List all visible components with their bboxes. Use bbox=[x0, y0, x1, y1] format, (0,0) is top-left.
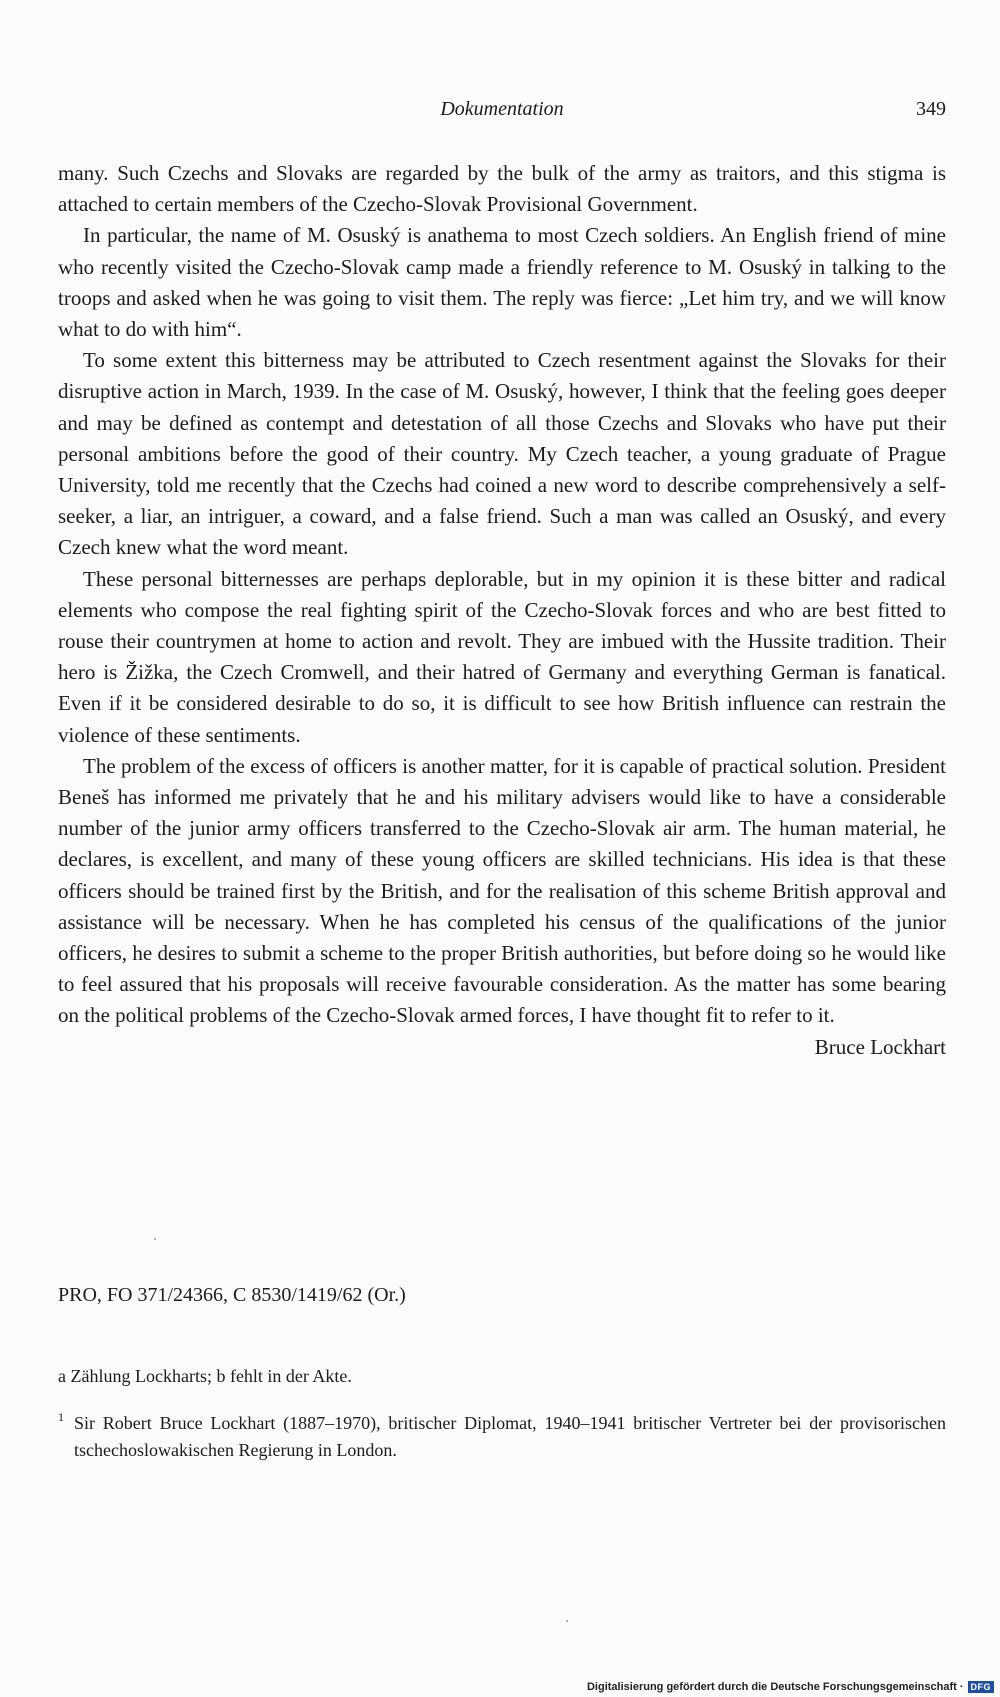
digitization-credit bbox=[587, 1681, 994, 1693]
footnote-text: Sir Robert Bruce Lockhart (1887–1970), britischer Diplomat, 1940–1941 britischer Vertreter bei der provisorischen tschechoslowakischen Regierung in London. bbox=[74, 1413, 946, 1460]
textual-notes: a Zählung Lockharts; b fehlt in der Akte. bbox=[58, 1366, 352, 1386]
paragraph-1: many. Such Czechs and Slovaks are regarded by the bulk of the army as traitors, and this stigma is attached to certain members of the Czecho-Slovak Provisional Government. bbox=[58, 161, 946, 217]
scan-speck bbox=[566, 1620, 568, 1622]
paragraph-3: To some extent this bitterness may be attributed to Czech resentment against the Slovaks for their disruptive action in March, 1939. In the case of M. Osuský, however, I think that the feeling goes deeper and may be defined as contempt and detestation of all those Czechs and Slovaks who have put their personal ambitions before the good of their country. My Czech teacher, a young graduate of Prague University, told me recently that the Czechs had coined a new word to describe comprehensively a self-seeker, a liar, an intriguer, a coward, and a false friend. Such a man was called an Osuský, and every Czech knew what the word meant. bbox=[58, 348, 946, 560]
footnote bbox=[58, 1410, 946, 1464]
dfg-logo: DFG bbox=[968, 1681, 995, 1693]
letter-body bbox=[58, 158, 946, 1063]
scan-speck bbox=[154, 1238, 156, 1240]
digitization-credit-text: Digitalisierung gefördert durch die Deutsche Forschungsgemeinschaft · bbox=[586, 1681, 964, 1693]
source-reference: PRO, FO 371/24366, C 8530/1419/62 (Or.) bbox=[58, 1284, 406, 1306]
running-title: Dokumentation bbox=[440, 98, 564, 120]
page-number: 349 bbox=[916, 98, 946, 120]
paragraph-5: The problem of the excess of officers is another matter, for it is capable of practical solution. President Beneš has informed me privately that he and his military advisers would like to have a considerable number of the junior army officers transferred to the Czecho-Slovak air arm. The human material, he declares, is excellent, and many of these young officers are skilled technicians. His idea is that these officers should be trained first by the British, and for the realisation of this scheme British approval and assistance will be necessary. When he has completed his census of the qualifications of the junior officers, he desires to submit a scheme to the proper British authorities, but before doing so he would like to feel assured that his proposals will receive favourable consideration. As the matter has some bearing on the political problems of the Czecho-Slovak armed forces, I have thought fit to refer to it. bbox=[58, 753, 946, 1028]
page-header bbox=[58, 98, 946, 128]
paragraph-2: In particular, the name of M. Osuský is anathema to most Czech soldiers. An English friend of mine who recently visited the Czecho-Slovak camp made a friendly reference to M. Osuský in talking to the troops and asked when he was going to visit them. The reply was fierce: „Let him try, and we will know what to do with him“. bbox=[58, 223, 946, 342]
signature: Bruce Lockhart bbox=[814, 1034, 946, 1059]
paragraph-4: These personal bitternesses are perhaps deplorable, but in my opinion it is these bitter and radical elements who compose the real fighting spirit of the Czecho-Slovak forces and who are best fitted to rouse their countrymen at home to action and revolt. They are imbued with the Hussite tradition. Their hero is Žižka, the Czech Cromwell, and their hatred of Germany and everything German is fanatical. Even if it be considered desirable to do so, it is difficult to see how British influence can restrain the violence of these sentiments. bbox=[58, 566, 946, 747]
footnote-mark: 1 bbox=[58, 1410, 64, 1424]
